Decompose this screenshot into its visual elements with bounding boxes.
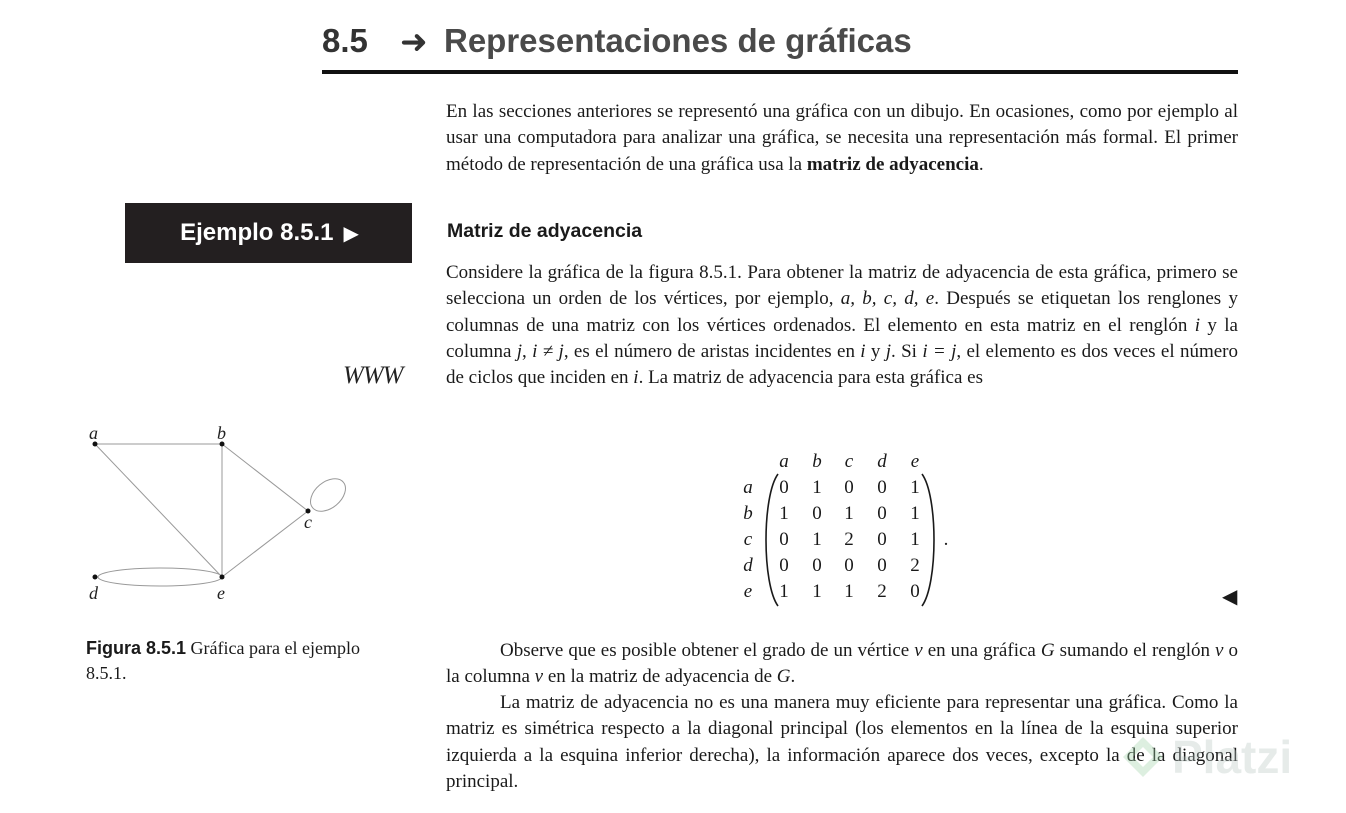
matrix-col-label: c (844, 451, 854, 472)
matrix-cell: 1 (812, 477, 822, 498)
matrix-col-label: b (812, 451, 822, 472)
p2-var-v: v (1215, 640, 1224, 661)
p1-text-6: y (865, 340, 886, 362)
section-number: 8.5 (322, 22, 368, 59)
p1-text-8: , el elemento es dos veces el número de ciclos que inciden en (446, 340, 1239, 389)
p1-text-9: . La matriz de adyacencia para esta gráfica es (638, 367, 983, 389)
p1-equality: i = j (922, 340, 957, 362)
example-label-box (125, 203, 412, 263)
p1-condition: i ≠ j (532, 340, 564, 362)
p1-var-i: i (1194, 314, 1200, 336)
p1-var-j: j (885, 340, 892, 362)
intro-paragraph (446, 99, 1238, 178)
matrix-cell: 0 (877, 555, 887, 576)
section-arrow-icon: ➜ (400, 23, 428, 60)
degree-paragraph (446, 638, 1238, 691)
vertex-label-d: d (89, 583, 98, 603)
matrix-cell: 0 (877, 477, 887, 498)
matrix-cell: 0 (779, 529, 789, 550)
p2-text-1: Observe que es posible obtener el grado de un vértice (500, 640, 915, 661)
vertex-d (93, 575, 98, 580)
p2-var-g: G (776, 666, 791, 688)
platzi-watermark (1120, 730, 1292, 784)
matrix-cell: 0 (844, 477, 854, 498)
matrix-row-label: b (743, 503, 753, 524)
matrix-cell: 1 (844, 581, 854, 602)
edge-a-e (95, 444, 222, 577)
figure-caption (86, 636, 376, 686)
edge-b-c (222, 444, 308, 511)
matrix-cell: 1 (812, 581, 822, 602)
edge-c-e (222, 511, 308, 577)
matrix-cell: 0 (779, 477, 789, 498)
matrix-cell: 1 (779, 581, 789, 602)
play-triangle-icon: ▶ (343, 222, 359, 245)
section-rule (322, 70, 1238, 74)
matrix-col-label: a (779, 451, 789, 472)
matrix-cell: 0 (877, 529, 887, 550)
loop-c (304, 472, 351, 518)
p1-text-4: , (522, 340, 533, 362)
p1-text-5: , es el número de aristas incidentes en (563, 340, 861, 362)
watermark-text: Platzi (1172, 731, 1293, 783)
p1-var-j: j (516, 340, 523, 362)
intro-term: matriz de adyacencia (806, 153, 979, 175)
intro-end: . (978, 153, 984, 175)
p1-text-7: . Si (891, 340, 923, 362)
matrix-cell: 0 (910, 581, 920, 602)
vertex-e (220, 575, 225, 580)
matrix-row-label: c (743, 529, 753, 550)
p1-text-1: Considere la gráfica de la figura 8.5.1. Para obtener la matriz de adyacencia de esta gráfica, primero se selecciona un orden de los vértices, por ejemplo, (446, 262, 1238, 310)
p2-text-6: . (790, 666, 796, 688)
vertex-label-c: c (304, 512, 312, 532)
figure-caption-text: Gráfica para el ejemplo 8.5.1. (86, 638, 360, 683)
p2-var-g: G (1040, 640, 1055, 661)
p1-text-3: y la columna (446, 314, 1238, 362)
matrix-cell: 1 (910, 477, 920, 498)
p2-text-3: sumando el renglón (1054, 640, 1216, 661)
p1-var-i: i (633, 367, 639, 389)
matrix-cell: 0 (877, 503, 887, 524)
vertex-label-b: b (217, 423, 226, 443)
matrix-row-label: a (743, 477, 753, 498)
adjacency-matrix (730, 446, 960, 611)
graph-figure (70, 420, 370, 620)
vertex-label-e: e (217, 583, 225, 603)
matrix-cell: 0 (812, 503, 822, 524)
p2-text-5: en la matriz de adyacencia de (543, 666, 777, 688)
matrix-row-label: d (743, 555, 753, 576)
matrix-cell: 0 (779, 555, 789, 576)
p1-vertex-order: a, b, c, d, e (840, 288, 935, 310)
p1-text-2: . Después se etiquetan los renglones y columnas de una matriz con los vértices ordenados. El elemento en esta matriz en el renglón (446, 288, 1238, 336)
p2-var-v: v (914, 640, 923, 661)
matrix-cell: 2 (844, 529, 854, 550)
example-subheading: Matriz de adyacencia (447, 220, 643, 242)
matrix-row-label: e (743, 581, 753, 602)
example-paragraph (446, 260, 1238, 391)
p1-var-i: i (860, 340, 866, 362)
example-label: Ejemplo 8.5.1 (180, 219, 334, 246)
matrix-right-paren (922, 474, 934, 606)
matrix-cell: 0 (844, 555, 854, 576)
www-marker: WWW (343, 362, 403, 389)
matrix-cell: 2 (877, 581, 887, 602)
matrix-cell: 0 (812, 555, 822, 576)
vertex-label-a: a (89, 423, 98, 443)
section-title: Representaciones de gráficas (444, 22, 912, 59)
matrix-cell: 2 (910, 555, 920, 576)
end-of-example-icon: ◀ (1222, 586, 1238, 608)
matrix-cell: 1 (779, 503, 789, 524)
edge-d-e (98, 568, 222, 586)
efficiency-paragraph: La matriz de adyacencia no es una manera muy eficiente para representar una gráfica. Como la matriz es simétrica respecto a la diagonal principal (los elementos en la línea de la esquina superior izquierda a la esquina inferior derecha), la información aparece dos veces, excepto la de la diagonal principal. (446, 692, 1238, 792)
matrix-left-paren (766, 474, 778, 606)
matrix-col-label: d (877, 451, 887, 472)
figure-caption-label: Figura 8.5.1 (86, 638, 187, 658)
matrix-cell: 1 (844, 503, 854, 524)
matrix-cell: 1 (812, 529, 822, 550)
matrix-cell: 1 (910, 529, 920, 550)
matrix-col-label: e (910, 451, 920, 472)
matrix-period: . (943, 529, 949, 550)
p2-text-2: en una gráfica (922, 640, 1041, 661)
intro-text: En las secciones anteriores se representó una gráfica con un dibujo. En ocasiones, como por ejemplo al usar una computadora para analizar una gráfica, se necesita una representación más formal. El primer método de representación de una gráfica usa la (446, 101, 1238, 175)
p2-text-4: o la columna (446, 640, 1239, 688)
matrix-cell: 1 (910, 503, 920, 524)
p2-var-v: v (534, 666, 544, 688)
platzi-logo-icon (1120, 734, 1166, 780)
